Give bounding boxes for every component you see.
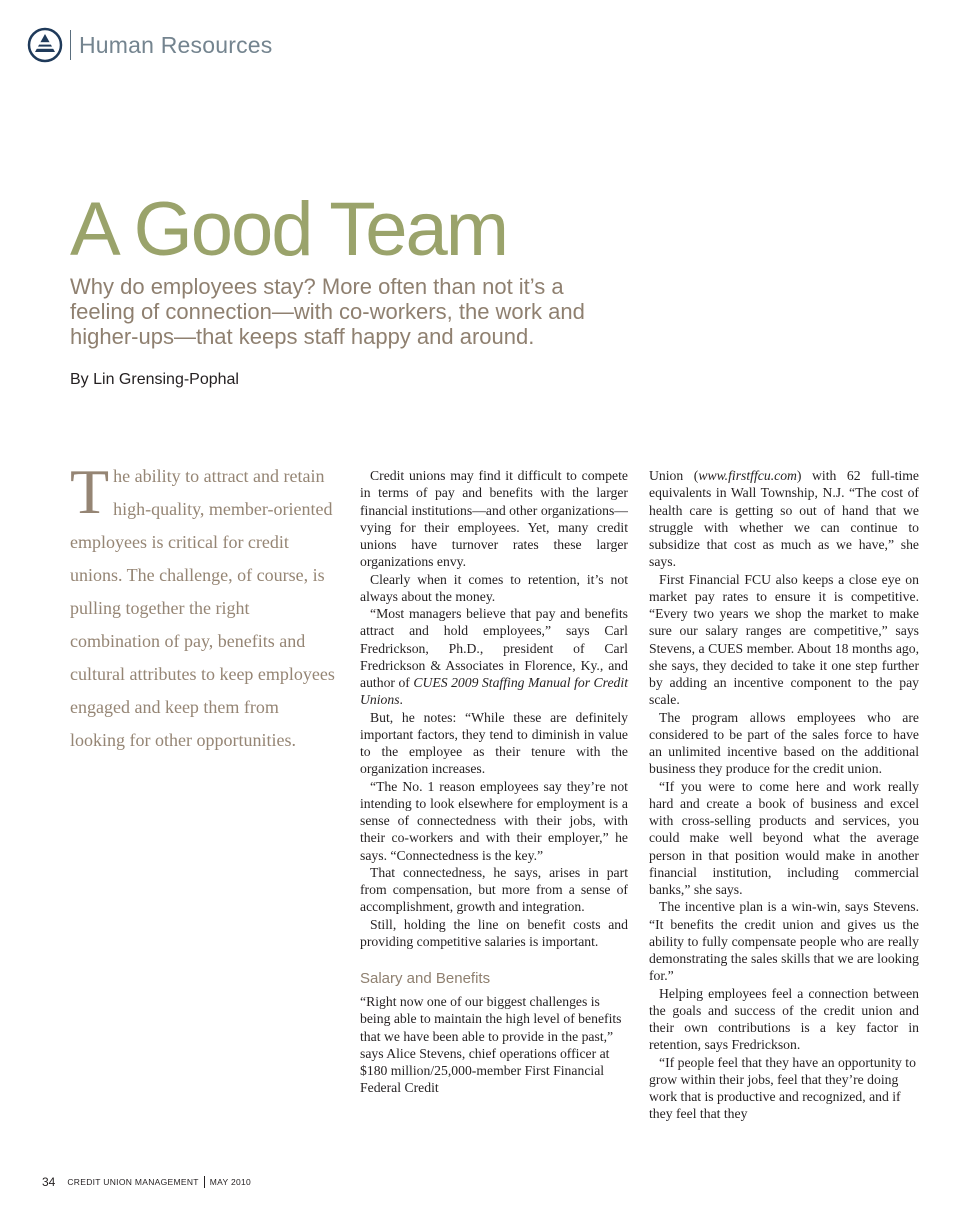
lede-text: he ability to attract and retain high-quality, member-oriented employees is critical for credit unions. The challenge, of course, is pulling together the right combination of pay, benefits and cultural attributes to keep employees engaged and keep them from looking for other opportunities. xyxy=(70,466,335,750)
body-paragraph: Still, holding the line on benefit costs and providing competitive salaries is important. xyxy=(360,916,628,949)
section-label: Human Resources xyxy=(79,31,273,58)
page-header xyxy=(27,27,272,63)
body-paragraph: Clearly when it comes to retention, it’s not always about the money. xyxy=(360,571,628,604)
subhead: Salary and Benefits xyxy=(360,970,491,987)
body-paragraph xyxy=(649,467,919,571)
body-paragraph: That connectedness, he says, arises in part from compensation, but more from a sense of accomplishment, growth and integration. xyxy=(360,864,628,915)
quote-text: “Most managers believe that pay and benefits attract and hold employees,” says Carl Fredrickson, Ph.D., president of Carl Fredrickson & Associates in Florence, Ky., and author of xyxy=(360,606,628,690)
body-paragraph: First Financial FCU also keeps a close eye on market pay rates to ensure it is competitive. “Every two years we shop the market to make sure our salary ranges are competitive,” says Stevens, a CUES member. About 18 months ago, she says, they decided to take it one step further by adding an incentive component to the pay scale. xyxy=(649,571,919,708)
drop-cap: T xyxy=(70,456,110,527)
page-number: 34 xyxy=(42,1175,56,1189)
body-paragraph xyxy=(360,605,628,709)
body-paragraph: The program allows employees who are considered to be part of the sales force to have an unlimited incentive based on the additional business they produce for the credit union. xyxy=(649,709,919,777)
body-paragraph: But, he notes: “While these are definitely important factors, they tend to diminish in value to the employee as their tenure with the organization increases. xyxy=(360,709,628,777)
text-run: ) with 62 full-time equivalents in Wall Township, N.J. “The cost of health care is getting so out of hand that we struggle with whether we can continue to subsidize that cost as much as we have,” she says. xyxy=(649,468,919,570)
book-title: CUES 2009 Staffing Manual for Credit Unions xyxy=(360,675,628,708)
body-paragraph: “Right now one of our biggest challenges is being able to maintain the high level of benefits that we have been able to provide in the past,” says Alice Stevens, chief operations officer at $180 million/25,000-member First Financial Federal Credit xyxy=(360,994,622,1096)
header-divider xyxy=(70,30,71,60)
publication-name: CREDIT UNION MANAGEMENT xyxy=(67,1177,199,1187)
page-footer xyxy=(42,1175,251,1189)
body-paragraph: “If you were to come here and work really hard and create a book of business and excel with cross-selling products and services, you could make well beyond what the average person in that position would make in another financial institution, including commercial banks,” she says. xyxy=(649,778,919,897)
byline: By Lin Grensing-Pophal xyxy=(70,371,239,388)
punctuation: . xyxy=(399,692,403,708)
article-title: A Good Team xyxy=(70,187,508,272)
body-paragraph: Helping employees feel a connection between the goals and success of the credit union and their own contributions is a key factor in retention, says Fredrickson. xyxy=(649,985,919,1053)
body-paragraph: Credit unions may find it difficult to compete in terms of pay and benefits with the larger financial institutions—and other organizations—vying for their employees. Yet, many credit unions have turnover rates these larger organizations envy. xyxy=(360,468,628,570)
text-run: Union ( xyxy=(649,468,699,483)
body-column-middle xyxy=(360,467,628,1097)
cues-logo-icon xyxy=(27,27,63,63)
body-paragraph: The incentive plan is a win-win, says Stevens. “It benefits the credit union and gives us the ability to fully compensate people who are really demonstrating the sales skills that we are looking for.” xyxy=(649,899,919,984)
article-deck: Why do employees stay? More often than not it’s a feeling of connection—with co-workers, the work and higher-ups—that keeps staff happy and around. xyxy=(70,274,585,349)
lede-paragraph xyxy=(70,456,335,757)
body-column-right xyxy=(649,467,919,1123)
website-link[interactable]: www.firstffcu.com xyxy=(698,468,797,483)
body-paragraph: “If people feel that they have an opportunity to grow within their jobs, feel that they’re doing work that is productive and recognized, and if they feel that they xyxy=(649,1054,916,1122)
issue-date: MAY 2010 xyxy=(209,1177,252,1187)
body-paragraph: “The No. 1 reason employees say they’re not intending to look elsewhere for employment is a sense of connectedness with their jobs, with their co-workers and with their employer,” he says. “Connectedness is the key.” xyxy=(360,778,628,863)
footer-divider xyxy=(204,1176,205,1188)
